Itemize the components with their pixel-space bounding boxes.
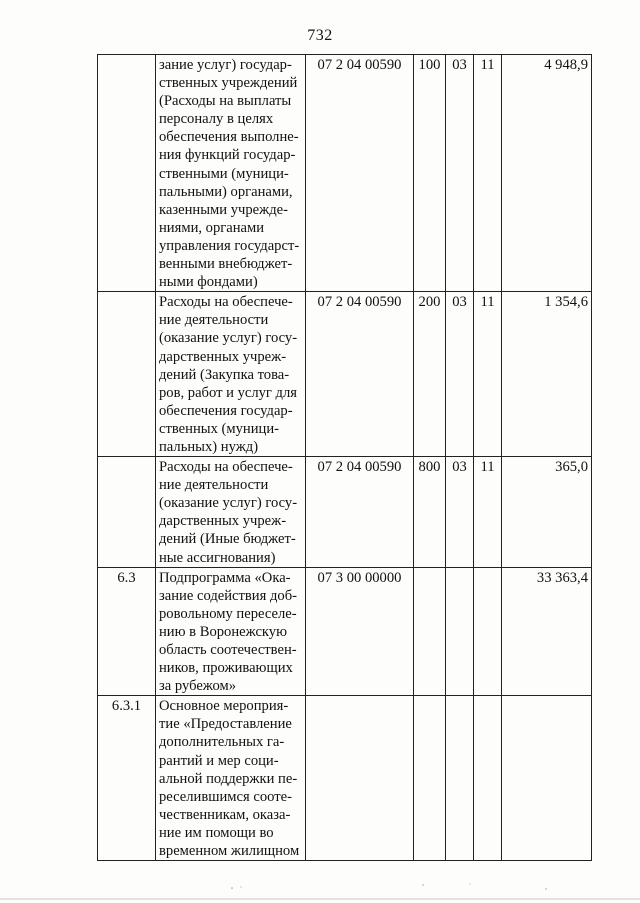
row-description: зание услуг) государ- ственных учреждений (Расходы на выплаты персоналу в целях обеспечения выполне- ния функций государ- ственными (муници- пальными) органами, казенными учрежде- ниями, органами управления государст- венными внебюджет- ными фондами) (156, 55, 306, 292)
section-code: 03 (446, 457, 474, 568)
subsection-code: 11 (474, 55, 502, 292)
section-code: 03 (446, 55, 474, 292)
page-number: 732 (307, 27, 333, 44)
section-code (446, 696, 474, 861)
table-row (98, 55, 592, 292)
expense-type-code: 100 (414, 55, 446, 292)
amount: 33 363,4 (502, 567, 592, 696)
subsection-code (474, 696, 502, 861)
table-row (98, 457, 592, 568)
row-number: 6.3.1 (98, 696, 156, 861)
expense-type-code: 200 (414, 292, 446, 457)
target-article-code: 07 3 00 00000 (306, 567, 414, 696)
row-number (98, 292, 156, 457)
row-number (98, 457, 156, 568)
budget-table (97, 54, 592, 861)
amount: 4 948,9 (502, 55, 592, 292)
target-article-code (306, 696, 414, 861)
section-code: 03 (446, 292, 474, 457)
expense-type-code (414, 567, 446, 696)
scan-noise (0, 870, 640, 903)
amount (502, 696, 592, 861)
row-description: Основное мероприя- тие «Предоставление дополнительных га- рантий и мер соци- альной поддержки пе- реселившимся сооте- чественникам, оказа- ние им помощи во временном жилищном (156, 696, 306, 861)
table-row (98, 696, 592, 861)
target-article-code: 07 2 04 00590 (306, 292, 414, 457)
row-number (98, 55, 156, 292)
expense-type-code (414, 696, 446, 861)
row-description: Подпрограмма «Ока- зание содействия доб- ровольному переселе- нию в Воронежскую область соотечествен- ников, проживающих за рубежом» (156, 567, 306, 696)
row-description: Расходы на обеспече- ние деятельности (оказание услуг) госу- дарственных учреж- дений (Иные бюджет- ные ассигнования) (156, 457, 306, 568)
subsection-code (474, 567, 502, 696)
subsection-code: 11 (474, 292, 502, 457)
row-number: 6.3 (98, 567, 156, 696)
section-code (446, 567, 474, 696)
subsection-code: 11 (474, 457, 502, 568)
table-row (98, 567, 592, 696)
target-article-code: 07 2 04 00590 (306, 55, 414, 292)
amount: 365,0 (502, 457, 592, 568)
expense-type-code: 800 (414, 457, 446, 568)
target-article-code: 07 2 04 00590 (306, 457, 414, 568)
amount: 1 354,6 (502, 292, 592, 457)
row-description: Расходы на обеспече- ние деятельности (оказание услуг) госу- дарственных учреж- дений (Закупка това- ров, работ и услуг для обеспечения государ- ственных (муници- пальных) нужд) (156, 292, 306, 457)
table-row (98, 292, 592, 457)
